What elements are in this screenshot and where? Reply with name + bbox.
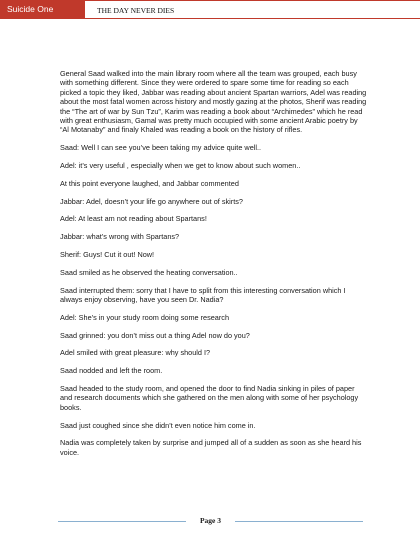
paragraph: Adel: At least am not reading about Spartans! — [60, 214, 207, 224]
paragraph: Saad nodded and left the room. — [60, 366, 163, 376]
footer-rule-right — [235, 521, 363, 522]
paragraph: Sherif: Guys! Cut it out! Now! — [60, 250, 155, 260]
paragraph: Adel smiled with great pleasure: why should I? — [60, 348, 211, 358]
paragraph: General Saad walked into the main library room where all the team was grouped, each busy with something different. Since they were ordered to spare some time for reading so each picked a topic they liked, Jabbar was reading about ancient Spartan warriors, Adel was reading about the most fatal women across history and mostly gazing at the photos, Sherif was reading the “The art of war by Sun Tzu”, Karim was reading a book about “Archimedes” which he read with great enthusiasm, Gamal was pretty much occupied with some ancient Arabic poetry by “Al Motanaby” and finaly Khaled was reading a book on the history of rifles. — [60, 69, 367, 135]
paragraph: Saad interrupted them: sorry that I have to split from this interesting conversation which I always enjoy observing, have you seen Dr. Nadia? — [60, 285, 346, 305]
paragraph: Saad just coughed since she didn’t even notice him come in. — [60, 420, 256, 430]
page-header — [0, 0, 420, 19]
footer-rule-left — [58, 521, 186, 522]
paragraph: Nadia was completely taken by surprise and jumped all of a sudden as soon as she heard his voice. — [60, 438, 362, 457]
paragraph: Jabbar: Adel, doesn’t your life go anywhere out of skirts? — [60, 196, 243, 206]
paragraph: Saad: Well I can see you’ve been taking my advice quite well.. — [60, 143, 262, 153]
paragraph: Jabbar: what’s wrong with Spartans? — [60, 232, 180, 242]
paragraph: Saad grinned: you don’t miss out a thing Adel now do you? — [60, 330, 250, 340]
paragraph: Adel: it’s very useful , especially when we get to know about such women.. — [60, 161, 301, 171]
page-body — [60, 69, 368, 466]
page-footer — [58, 515, 363, 527]
paragraph: At this point everyone laughed, and Jabbar commented — [60, 178, 239, 188]
paragraph: Saad headed to the study room, and opened the door to find Nadia sinking in piles of paper and research documents which she gathered on the men along with some of her psychology books. — [60, 384, 359, 412]
paragraph: Adel: She’s in your study room doing some research — [60, 312, 229, 322]
page-number: Page 3 — [199, 516, 222, 525]
series-title: Suicide One — [0, 0, 85, 19]
book-title: THE DAY NEVER DIES — [85, 0, 420, 19]
paragraph: Saad smiled as he observed the heating conversation.. — [60, 267, 238, 277]
